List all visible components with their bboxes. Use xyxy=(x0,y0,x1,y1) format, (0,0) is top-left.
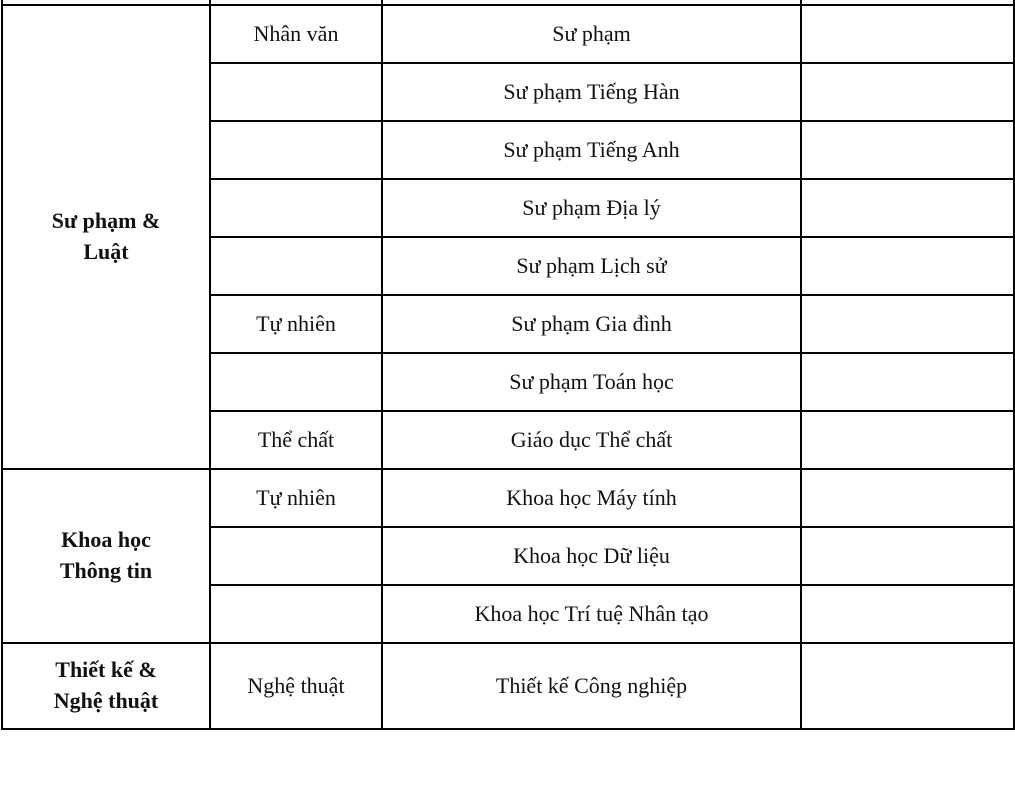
major-cell: Sư phạm Gia đình xyxy=(382,295,801,353)
field-cell: Tự nhiên xyxy=(210,295,382,353)
group-name-line1: Thiết kế & xyxy=(55,657,157,683)
extra-cell xyxy=(801,179,1014,237)
group-cell xyxy=(2,5,210,469)
field-cell xyxy=(210,585,382,643)
field-cell: Nhân văn xyxy=(210,5,382,63)
major-cell: Khoa học Trí tuệ Nhân tạo xyxy=(382,585,801,643)
extra-cell xyxy=(801,63,1014,121)
extra-cell xyxy=(801,469,1014,527)
table-row xyxy=(2,643,1014,729)
extra-cell xyxy=(801,237,1014,295)
field-cell: Nghệ thuật xyxy=(210,643,382,729)
major-cell: Sư phạm Toán học xyxy=(382,353,801,411)
extra-cell xyxy=(801,585,1014,643)
field-cell xyxy=(210,179,382,237)
extra-cell xyxy=(801,5,1014,63)
group-cell xyxy=(2,469,210,643)
table-row xyxy=(2,5,1014,63)
majors-table-container xyxy=(1,0,1013,730)
field-cell xyxy=(210,237,382,295)
extra-cell xyxy=(801,643,1014,729)
major-cell: Khoa học Dữ liệu xyxy=(382,527,801,585)
major-cell: Sư phạm Lịch sử xyxy=(382,237,801,295)
group-name-line2: Thông tin xyxy=(59,558,153,583)
group-name-line1: Khoa học xyxy=(61,527,151,553)
field-cell xyxy=(210,121,382,179)
table-row xyxy=(2,469,1014,527)
group-cell xyxy=(2,643,210,729)
field-cell: Tự nhiên xyxy=(210,469,382,527)
field-cell xyxy=(210,63,382,121)
group-name-line2: Nghệ thuật xyxy=(53,688,159,713)
extra-cell xyxy=(801,353,1014,411)
extra-cell xyxy=(801,527,1014,585)
major-cell: Thiết kế Công nghiệp xyxy=(382,643,801,729)
field-cell: Thể chất xyxy=(210,411,382,469)
major-cell: Giáo dục Thể chất xyxy=(382,411,801,469)
extra-cell xyxy=(801,121,1014,179)
group-name-line2: Luật xyxy=(83,239,129,264)
extra-cell xyxy=(801,295,1014,353)
major-cell: Khoa học Máy tính xyxy=(382,469,801,527)
major-cell: Sư phạm Tiếng Hàn xyxy=(382,63,801,121)
major-cell: Sư phạm Tiếng Anh xyxy=(382,121,801,179)
field-cell xyxy=(210,527,382,585)
major-cell: Sư phạm xyxy=(382,5,801,63)
field-cell xyxy=(210,353,382,411)
group-name-line1: Sư phạm & xyxy=(51,208,161,234)
major-cell: Sư phạm Địa lý xyxy=(382,179,801,237)
majors-table xyxy=(1,0,1015,730)
extra-cell xyxy=(801,411,1014,469)
